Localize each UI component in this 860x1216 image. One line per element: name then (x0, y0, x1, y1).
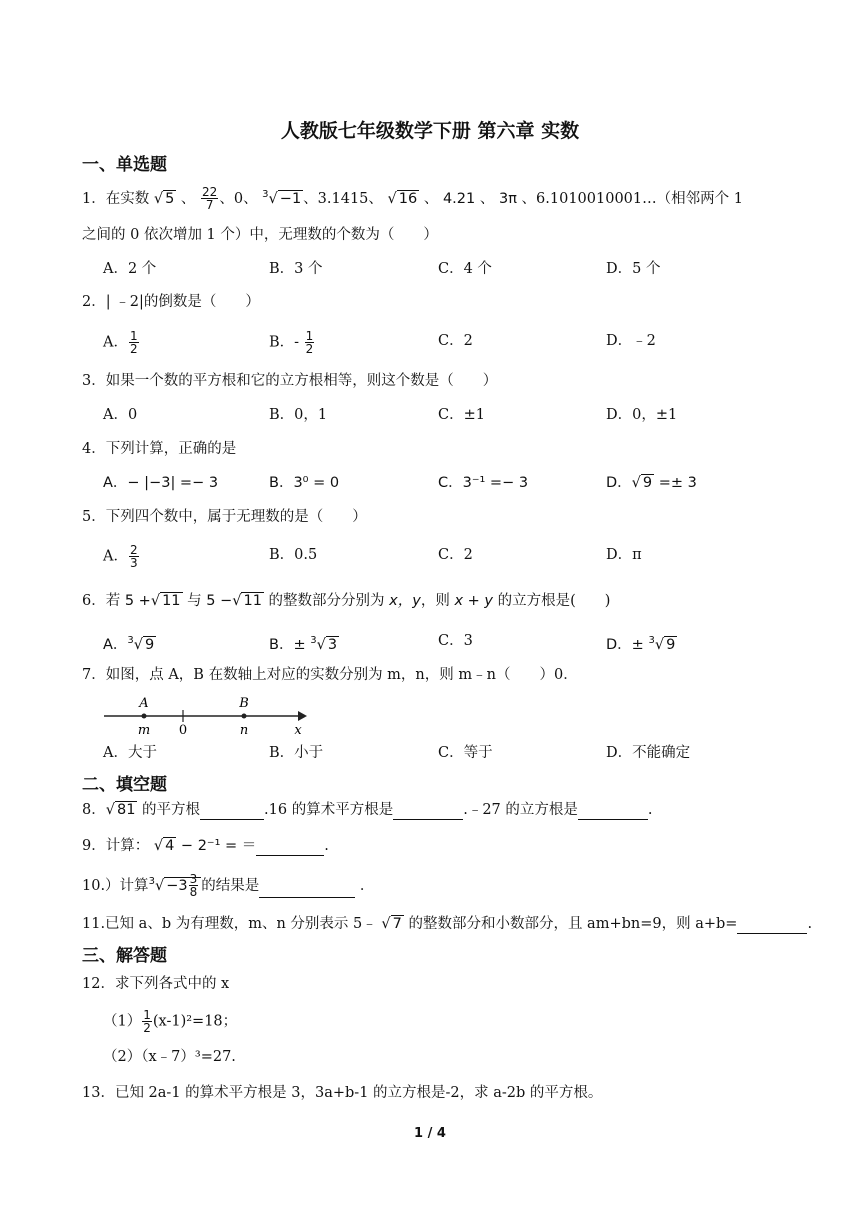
label-x: x (294, 723, 302, 736)
section-heading-single-choice: 一、单选题 (82, 155, 167, 175)
question-1-line-2: 之间的 0 依次增加 1 个）中，无理数的个数为（ ） (82, 227, 438, 243)
q1-zero: 0 (233, 190, 244, 207)
q5-option-d[interactable]: D．π (606, 547, 642, 563)
q5-options (103, 544, 803, 568)
question-4: 4．下列计算，正确的是 (82, 441, 237, 457)
q2-option-a[interactable]: A． $\frac{1}{2}$ (103, 329, 138, 356)
q4-option-d[interactable]: D．√ 9 =± 3 (606, 475, 697, 491)
q1-sqrt16: √ 16 (387, 190, 418, 207)
q2-options (103, 330, 803, 354)
question-6: 6．若 5 +√ 11 与 5 −√ 11 的整数部分分别为 x，y，则 x + y 的立方根是( ) (82, 593, 611, 609)
label-m: m (137, 723, 151, 736)
q1-option-a[interactable]: A．2 个 (103, 261, 157, 277)
q9-blank[interactable] (256, 839, 324, 856)
q1-options (103, 258, 803, 282)
section-heading-fill-in: 二、填空题 (82, 775, 167, 795)
q10-blank[interactable] (259, 881, 355, 898)
q1-lead: 在实数 (105, 190, 150, 207)
q4-option-b[interactable]: B．3⁰ = 0 (269, 475, 340, 491)
q5-option-c[interactable]: C．2 (438, 547, 473, 563)
label-zero: 0 (178, 723, 188, 736)
q3-options (103, 404, 803, 428)
question-2: 2．| ﹣2|的倒数是（ ） (82, 294, 260, 310)
q1-cbrt: $^3$√ −1 (262, 189, 302, 207)
question-9: 9．计算： √ 4 − 2⁻¹ = ＝ . (82, 838, 329, 854)
q8-blank-1[interactable] (200, 803, 264, 820)
point-a (142, 714, 147, 719)
q1-option-d[interactable]: D．5 个 (606, 261, 661, 277)
q4-option-a[interactable]: A．− |−3| =− 3 (103, 475, 219, 491)
q4-options (103, 472, 803, 496)
question-12-part-1: （1） $\frac{1}{2}$ (x-1)²=18； (103, 1008, 238, 1035)
q1-option-b[interactable]: B．3 个 (269, 261, 323, 277)
question-8: 8．√ 81 的平方根 .16 的算术平方根是 .﹣27 的立方根是 . (82, 802, 653, 818)
label-n: n (239, 723, 249, 736)
question-5: 5．下列四个数中，属于无理数的是（ ） (82, 509, 367, 525)
number-line-arrow (298, 711, 307, 721)
q1-pi-approx: 3.1415 (317, 190, 369, 207)
q7-option-d[interactable]: D．不能确定 (606, 745, 691, 761)
q7-option-a[interactable]: A．大于 (103, 745, 157, 761)
q7-options (103, 742, 803, 766)
question-10: 10.）计算$^3$√ −3 $\frac{3}{8}$ 的结果是 ． (82, 872, 375, 900)
q1-tail: 6.1010010001…（相邻两个 1 (536, 190, 743, 207)
q6-option-b[interactable]: B．± $^3$√ 3 (269, 635, 338, 653)
q6-option-d[interactable]: D．± $^3$√ 9 (606, 635, 676, 653)
q8-blank-3[interactable] (578, 803, 648, 820)
section-heading-solutions: 三、解答题 (82, 946, 167, 966)
question-13: 13．已知 2a-1 的算术平方根是 3，3a+b-1 的立方根是-2，求 a-2b 的平方根。 (82, 1085, 603, 1101)
q4-option-c[interactable]: C．3⁻¹ =− 3 (438, 475, 529, 491)
question-3: 3．如果一个数的平方根和它的立方根相等，则这个数是（ ） (82, 373, 498, 389)
q3-option-d[interactable]: D．0，±1 (606, 407, 678, 423)
q6-option-c[interactable]: C．3 (438, 633, 473, 649)
question-1-line-1: 1．在实数 √ 5 、 $\frac{22}{7}$ 、0、 $^3$√ −1 、3.1415、 √ 16 、 4.21 、 3π 、6.1010010001…（相邻两个 1 (82, 185, 743, 213)
q3-option-a[interactable]: A．0 (103, 407, 138, 423)
q8-blank-2[interactable] (393, 803, 463, 820)
q1-number: 1． (82, 190, 106, 207)
q1-sqrt5: √ 5 (153, 190, 175, 207)
q3-option-c[interactable]: C．±1 (438, 407, 485, 423)
number-line-figure (100, 694, 310, 736)
document-title: 人教版七年级数学下册 第六章 实数 (280, 120, 580, 142)
q7-option-b[interactable]: B．小于 (269, 745, 324, 761)
q6-options (103, 630, 803, 654)
q5-option-a[interactable]: A． $\frac{2}{3}$ (103, 543, 138, 570)
label-a: A (139, 696, 149, 711)
q6-option-a[interactable]: A．$^3$√ 9 (103, 635, 155, 653)
page-number: 1 / 4 (414, 1126, 446, 1141)
q1-option-c[interactable]: C．4 个 (438, 261, 492, 277)
question-12-part-2: （2）（x﹣7）³=27. (103, 1049, 236, 1065)
q2-option-b[interactable]: B．- $\frac{1}{2}$ (269, 329, 314, 356)
q2-option-c[interactable]: C．2 (438, 333, 473, 349)
q2-option-d[interactable]: D．﹣2 (606, 333, 656, 349)
q5-option-b[interactable]: B．0.5 (269, 547, 318, 563)
q1-repeating-decimal: 4.21 (442, 190, 476, 207)
q11-blank[interactable] (737, 917, 807, 934)
q7-option-c[interactable]: C．等于 (438, 745, 493, 761)
q1-three-pi: 3π (498, 190, 517, 207)
question-12: 12．求下列各式中的 x (82, 976, 230, 992)
point-b (242, 714, 247, 719)
label-b: B (239, 696, 249, 711)
question-7: 7．如图，点 A，B 在数轴上对应的实数分别为 m，n，则 m﹣n（ ）0． (82, 667, 578, 683)
q3-option-b[interactable]: B．0，1 (269, 407, 328, 423)
q1-fraction: $\frac{22}{7}$ (202, 185, 218, 213)
question-11: 11.已知 a、b 为有理数，m、n 分别表示 5﹣ √ 7 的整数部分和小数部分，且 am+bn=9，则 a+b= . (82, 916, 813, 932)
